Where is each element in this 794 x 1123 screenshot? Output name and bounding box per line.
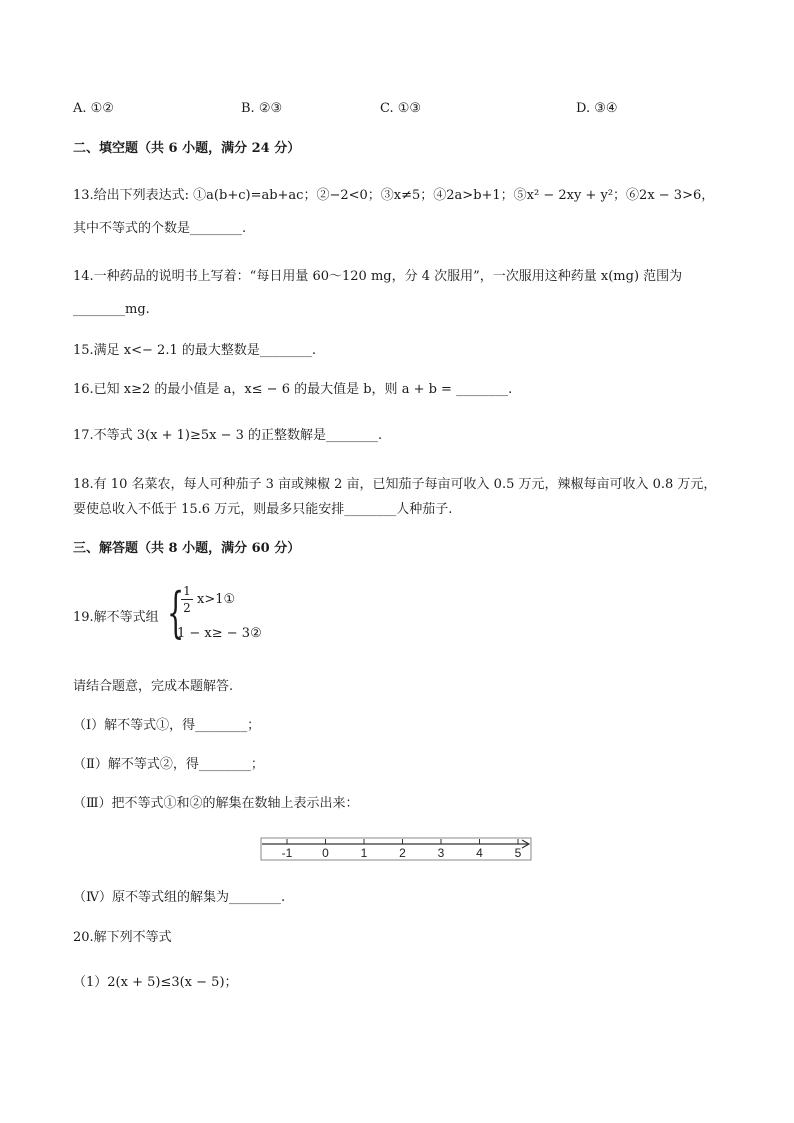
inequality-2: 1 − x≥ − 3② [177, 626, 262, 641]
question-14-line-1: 14.一种药品的说明书上写着：“每日用量 60～120 mg，分 4 次服用”，一次服用这种药量 x(mg) 范围为 [73, 269, 683, 284]
question-20: 20.解下列不等式 [73, 930, 172, 945]
fraction-denominator: 2 [183, 601, 191, 615]
option-a: A. ①② [73, 101, 114, 116]
question-19-step-1: （Ⅰ）解不等式①，得________； [73, 718, 261, 733]
question-13-line-1: 13.给出下列表达式: ①a(b+c)=ab+ac；②−2<0；③x≠5；④2a>b+1；⑤x² − 2xy + y²；⑥2x − 3>6， [73, 188, 715, 203]
left-brace-icon: { [167, 581, 185, 644]
section-3-header: 三、解答题（共 8 小题，满分 60 分） [73, 541, 301, 556]
number-line [260, 836, 532, 862]
option-d: D. ③④ [576, 101, 618, 116]
question-13-line-2: 其中不等式的个数是________. [73, 221, 247, 236]
section-2-header: 二、填空题（共 6 小题，满分 24 分） [73, 141, 301, 156]
question-19-instruction: 请结合题意，完成本题解答. [73, 679, 234, 694]
question-19-step-3: （Ⅲ）把不等式①和②的解集在数轴上表示出来： [73, 796, 359, 811]
question-19-step-2: （Ⅱ）解不等式②，得________； [73, 757, 264, 772]
number-line-tick-label: 2 [399, 846, 406, 860]
option-c: C. ①③ [380, 101, 422, 116]
question-20-part-1: （1）2(x + 5)≤3(x − 5)； [73, 975, 238, 990]
inequality-1: x>1① [197, 592, 236, 607]
fraction-one-half [181, 584, 193, 615]
number-line-tick-label: 5 [514, 846, 522, 860]
question-16: 16.已知 x≥2 的最小值是 a，x≤ − 6 的最大值是 b，则 a + b = ________. [73, 382, 513, 397]
question-18-line-1: 18.有 10 名菜农，每人可种茄子 3 亩或辣椒 2 亩，已知茄子每亩可收入 0.5 万元，辣椒每亩可收入 0.8 万元， [73, 477, 717, 492]
fraction-numerator: 1 [183, 584, 191, 598]
question-19-label: 19.解不等式组 [73, 610, 159, 625]
number-line-tick-label: 3 [437, 846, 445, 860]
option-b: B. ②③ [241, 101, 283, 116]
number-line-tick-label: 0 [322, 846, 329, 860]
question-14-line-2: ________mg. [73, 302, 150, 317]
question-19-step-4: （Ⅳ）原不等式组的解集为________. [73, 890, 286, 905]
number-line-tick-label: -1 [281, 846, 293, 860]
number-line-tick-label: 4 [476, 846, 483, 860]
question-18-line-2: 要使总收入不低于 15.6 万元，则最多只能安排________人种茄子. [73, 502, 453, 517]
question-17: 17.不等式 3(x + 1)≥5x − 3 的正整数解是________. [73, 428, 383, 443]
number-line-tick-label: 1 [360, 846, 368, 860]
question-15: 15.满足 x<− 2.1 的最大整数是________. [73, 343, 316, 358]
